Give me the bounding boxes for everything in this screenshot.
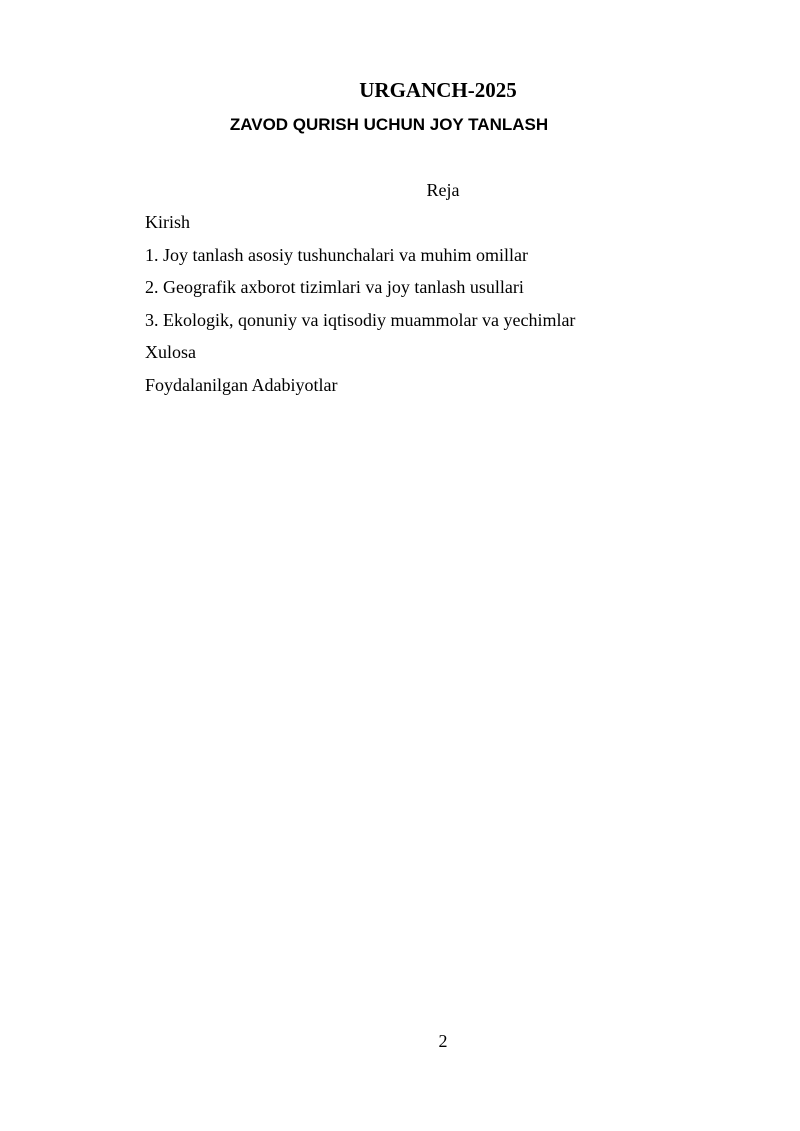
- toc-item-chapter-3: 3. Ekologik, qonuniy va iqtisodiy muammolar va yechimlar: [145, 309, 576, 330]
- city-year-heading: URGANCH-2025: [359, 78, 517, 102]
- toc-item-conclusion: Xulosa: [145, 342, 196, 363]
- toc-item-introduction: Kirish: [145, 212, 190, 232]
- table-of-contents: [145, 210, 575, 406]
- toc-item-chapter-1: 1. Joy tanlash asosiy tushunchalari va muhim omillar: [145, 244, 528, 265]
- toc-item-references: Foydalanilgan Adabiyotlar: [145, 374, 338, 395]
- toc-item-chapter-2: 2. Geografik axborot tizimlari va joy tanlash usullari: [145, 277, 524, 298]
- page-number: 2: [438, 1031, 448, 1051]
- plan-heading: Reja: [426, 180, 460, 200]
- document-title: ZAVOD QURISH UCHUN JOY TANLASH: [229, 115, 549, 134]
